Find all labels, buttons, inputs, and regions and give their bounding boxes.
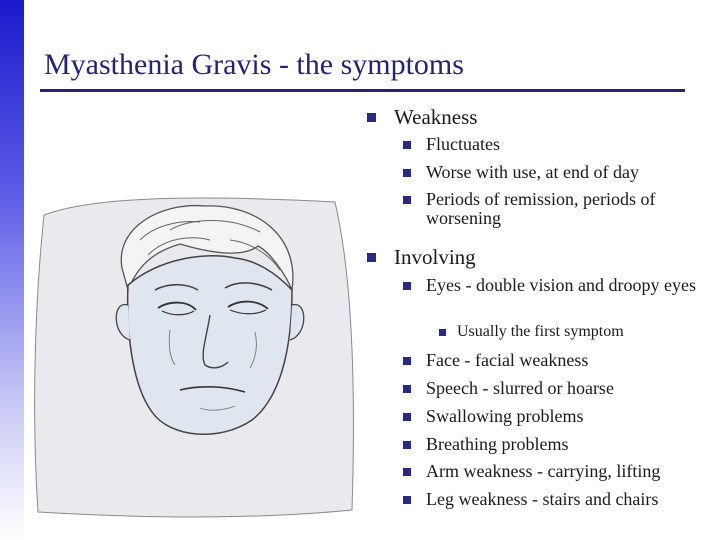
list-item bbox=[426, 276, 706, 295]
list-item bbox=[426, 135, 500, 154]
list-item bbox=[426, 407, 584, 426]
bullet-involving bbox=[394, 245, 476, 270]
square-bullet-icon bbox=[403, 385, 411, 393]
list-item-text: Arm weakness - carrying, lifting bbox=[426, 461, 661, 481]
list-item-text: Speech - slurred or hoarse bbox=[426, 378, 614, 398]
list-item-text: Worse with use, at end of day bbox=[426, 162, 639, 182]
list-item bbox=[426, 379, 614, 398]
bullet-label: Weakness bbox=[394, 105, 478, 129]
square-bullet-icon bbox=[403, 441, 411, 449]
list-item-text: Face - facial weakness bbox=[426, 350, 589, 370]
list-item-text: Breathing problems bbox=[426, 434, 569, 454]
slide-title: Myasthenia Gravis - the symptoms bbox=[44, 48, 464, 81]
list-subitem-text: Usually the first symptom bbox=[457, 323, 624, 340]
square-bullet-icon bbox=[403, 282, 411, 290]
list-item bbox=[426, 351, 588, 370]
list-item bbox=[426, 462, 660, 481]
list-item bbox=[426, 490, 658, 509]
square-bullet-icon bbox=[403, 196, 411, 204]
list-subitem bbox=[457, 323, 624, 341]
square-bullet-icon bbox=[403, 169, 411, 177]
square-bullet-icon bbox=[403, 357, 411, 365]
square-bullet-icon bbox=[403, 468, 411, 476]
bullet-weakness bbox=[394, 105, 477, 130]
list-item-text: Swallowing problems bbox=[426, 406, 584, 426]
list-item-text: Leg weakness - stairs and chairs bbox=[426, 489, 659, 509]
square-bullet-icon bbox=[439, 329, 446, 336]
list-item bbox=[426, 435, 568, 454]
square-bullet-icon bbox=[403, 141, 411, 149]
list-item-text: Eyes - double vision and droopy eyes bbox=[426, 275, 696, 295]
list-item bbox=[426, 190, 701, 228]
square-bullet-icon bbox=[403, 496, 411, 504]
list-item bbox=[426, 163, 639, 182]
bullet-label: Involving bbox=[394, 245, 476, 269]
square-bullet-icon bbox=[403, 413, 411, 421]
square-bullet-icon bbox=[367, 253, 376, 262]
square-bullet-icon bbox=[367, 113, 376, 122]
list-item-text: Fluctuates bbox=[426, 134, 500, 154]
list-item-text: Periods of remission, periods of worsening bbox=[426, 189, 656, 228]
